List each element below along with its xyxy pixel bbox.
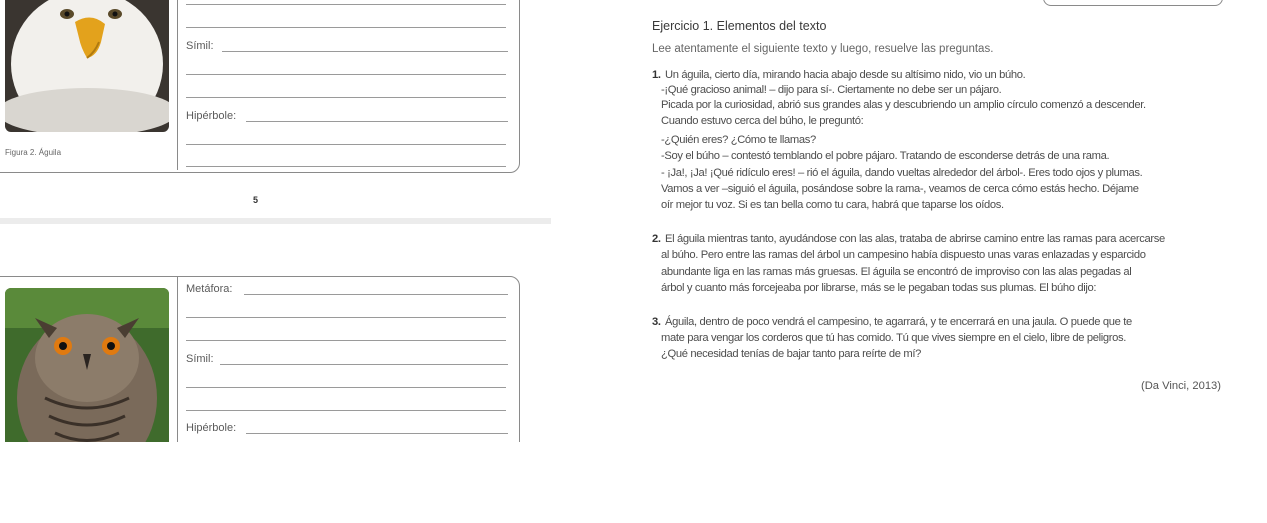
- text-line: El águila mientras tanto, ayudándose con las alas, trataba de abrirse camino entre las ramas para acercarse: [665, 233, 1165, 245]
- card-divider: [177, 277, 178, 447]
- text-line: árbol y cuanto más forcejeaba por librarse, más se le pegaban todas sus plumas. El búho dijo:: [661, 282, 1097, 294]
- top-right-box: [1043, 0, 1223, 6]
- text-line: -Soy el búho – contestó temblando el pobre pájaro. Tratando de esconderse detrás de una rama.: [661, 150, 1110, 162]
- metafora-answer-line[interactable]: [244, 294, 508, 295]
- answer-line[interactable]: [186, 97, 506, 98]
- metafora-label: Metáfora:: [186, 283, 233, 295]
- simil-answer-line[interactable]: [220, 364, 508, 365]
- text-line: -¡Qué gracioso animal! – dijo para sí-. Ciertamente no debe ser un pájaro.: [661, 84, 1002, 96]
- answer-line[interactable]: [186, 144, 506, 145]
- eagle-image: [5, 0, 169, 132]
- text-line: abundante liga en las ramas más gruesas. El águila se encontró de improviso con las alas pegadas al: [661, 266, 1132, 278]
- text-line: - ¡Ja!, ¡Ja! ¡Qué ridículo eres! – rió el águila, dando vueltas alrededor del árbol-. Eres todo ojos y plumas.: [661, 167, 1143, 179]
- citation: (Da Vinci, 2013): [1140, 380, 1221, 392]
- page-number: 5: [253, 195, 259, 205]
- text-line: Vamos a ver –siguió el águila, posándose sobre la rama-, veamos de cerca cómo estás hecho. Déjame: [661, 183, 1139, 195]
- answer-line[interactable]: [186, 27, 506, 28]
- answer-line[interactable]: [186, 387, 506, 388]
- answer-line[interactable]: [186, 4, 506, 5]
- simil-label: Símil:: [186, 40, 214, 52]
- owl-illustration: [5, 288, 169, 448]
- page-crop: [0, 442, 1267, 523]
- text-line: Cuando estuvo cerca del búho, le preguntó:: [661, 115, 864, 127]
- paragraph-number: 1.: [652, 69, 661, 81]
- hiperbole-label: Hipérbole:: [186, 422, 237, 434]
- answer-line[interactable]: [186, 166, 506, 167]
- text-line: ¿Qué necesidad tenías de bajar tanto para reírte de mí?: [661, 348, 921, 360]
- text-line: Picada por la curiosidad, abrió sus grandes alas y descubriendo un amplio círculo comenzó a descender.: [661, 99, 1146, 111]
- text-line: oír mejor tu voz. Si es tan bella como tu cara, habrá que taparse los oídos.: [661, 199, 1004, 211]
- figure-caption: Figura 2. Águila: [5, 148, 62, 157]
- exercise-instructions: Lee atentamente el siguiente texto y luego, resuelve las preguntas.: [652, 43, 994, 55]
- paragraph-number: 2.: [652, 233, 661, 245]
- hiperbole-answer-line[interactable]: [246, 433, 508, 434]
- text-line: -¿Quién eres? ¿Cómo te llamas?: [661, 134, 816, 146]
- eagle-illustration: [5, 0, 169, 132]
- text-line: Un águila, cierto día, mirando hacia abajo desde su altísimo nido, vio un búho.: [665, 69, 1026, 81]
- exercise-title: Ejercicio 1. Elementos del texto: [652, 19, 827, 33]
- text-line: mate para vengar los corderos que tú has comido. Tú que vives siempre en el cielo, libre de peligros.: [661, 332, 1127, 344]
- answer-line[interactable]: [186, 74, 506, 75]
- page-separator: [0, 218, 551, 224]
- answer-line[interactable]: [186, 317, 506, 318]
- text-line: al búho. Pero entre las ramas del árbol un campesino había dispuesto unas varas enlazadas y esparcido: [661, 249, 1146, 261]
- text-line: Águila, dentro de poco vendrá el campesino, te agarrará, y te encerrará en una jaula. O puede que te: [665, 316, 1132, 328]
- card-divider: [177, 0, 178, 170]
- hiperbole-answer-line[interactable]: [246, 121, 508, 122]
- answer-line[interactable]: [186, 410, 506, 411]
- simil-answer-line[interactable]: [222, 51, 508, 52]
- simil-label: Símil:: [186, 353, 214, 365]
- owl-image: [5, 288, 169, 448]
- hiperbole-label: Hipérbole:: [186, 110, 237, 122]
- answer-line[interactable]: [186, 340, 506, 341]
- paragraph-number: 3.: [652, 316, 661, 328]
